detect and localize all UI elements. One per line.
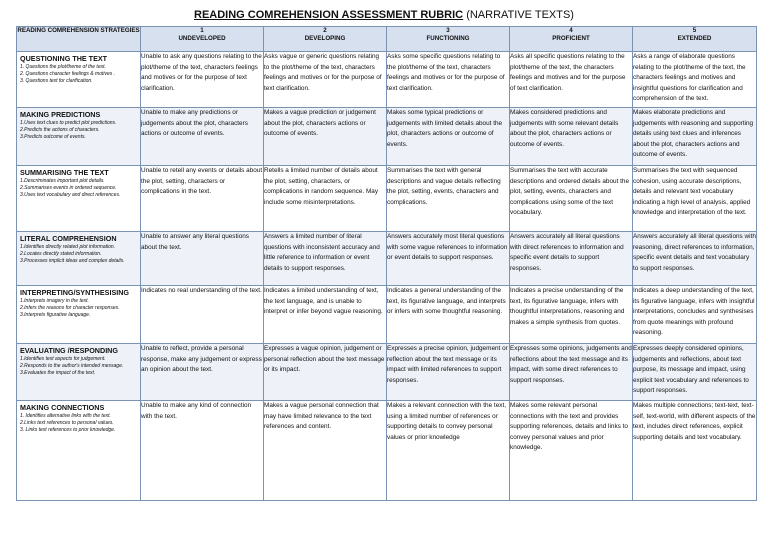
header-level-3 (387, 27, 510, 52)
level-name: UNDEVELOPED (178, 35, 226, 42)
page-title (0, 9, 768, 22)
descriptor-cell (141, 344, 264, 401)
descriptor-cell (387, 401, 510, 501)
strategy-name: INTERPRETING/SYNTHESISING (20, 288, 130, 297)
descriptor-text: Unable to ask any questions relating to the plot/theme of the text, characters feelings and motives or for the purpose of text clarification. (141, 53, 262, 92)
strategy-subpoint: 2.Predicts the actions of characters. (20, 127, 100, 133)
descriptor-text: Indicates a deep understanding of the text, its figurative language, infers with insightful interpretations, concludes and synthesises from quote meanings with profound reasoning. (633, 287, 755, 336)
descriptor-text: Asks all specific questions relating to the plot/theme of the text, the characters feelings and motives and for the purpose of text clarification. (510, 53, 626, 92)
strategy-cell (17, 401, 141, 501)
descriptor-text: Indicates no real understanding of the text. (141, 287, 262, 294)
descriptor-text: Makes considered predictions and judgements with some relevant details about the plot, characters actions or outcome of events. (510, 109, 619, 148)
header-level-2 (264, 27, 387, 52)
descriptor-cell (387, 52, 510, 108)
strategy-cell (17, 286, 141, 344)
descriptor-text: Expresses a vague opinion, judgement or personal reflection about the text message or its impact. (264, 345, 385, 373)
strategy-subpoint: 3.Interprets figurative language. (20, 312, 91, 318)
level-name: EXTENDED (677, 35, 712, 42)
descriptor-cell (141, 286, 264, 344)
strategy-subpoint: 3. Questions text for clarification. (20, 78, 93, 84)
descriptor-cell (510, 401, 633, 501)
strategy-subpoint: 1.Interprets imagery in the text. (20, 298, 89, 304)
strategy-subpoint: 1.Descriminates important plot details. (20, 178, 105, 184)
strategy-subpoint: 3.Processes implicit ideas and complex details. (20, 258, 125, 264)
descriptor-text: Makes some typical predictions or judgements with limited details about the plot, characters actions or outcome of events. (387, 109, 503, 148)
descriptor-text: Unable to answer any literal questions about the text. (141, 233, 249, 251)
descriptor-cell (510, 166, 633, 232)
strategy-subpoint: 3.Predicts outcome of events. (20, 134, 86, 140)
strategy-subpoint: 1.Identifies text aspects for judgement. (20, 356, 106, 362)
strategy-name: MAKING PREDICTIONS (20, 110, 101, 119)
strategy-name: LITERAL COMPREHENSION (20, 234, 117, 243)
descriptor-text: Summarises the text with accurate descriptions and ordered details about the plot, setting, events, characters and complications using some of the text vocabulary. (510, 167, 630, 216)
descriptor-text: Makes a relevant connection with the text, using a limited number of references or supporting details to convey personal values or prior knowledge (387, 402, 507, 441)
strategy-subpoint: 1. Questions the plot/theme of the text. (20, 64, 106, 70)
descriptor-cell (387, 166, 510, 232)
descriptor-text: Asks some specific questions relating to the plot/theme of the text, characters feelings and motives or for the purpose of text clarification. (387, 53, 505, 92)
descriptor-cell (387, 344, 510, 401)
descriptor-cell (387, 108, 510, 166)
strategy-subpoint: 3. Links text references to prior knowledge. (20, 427, 116, 433)
header-level-4 (510, 27, 633, 52)
descriptor-cell (264, 401, 387, 501)
descriptor-text: Answers a limited number of literal questions with inconsistent accuracy and little reference to information or event details to support responses. (264, 233, 380, 272)
level-number: 1 (200, 27, 204, 34)
descriptor-cell (141, 52, 264, 108)
rubric-row (17, 286, 757, 344)
level-name: DEVELOPING (304, 35, 346, 42)
strategy-cell (17, 166, 141, 232)
descriptor-cell (510, 52, 633, 108)
descriptor-text: Indicates a precise understanding of the text, its figurative language, infers with thoughtful interpretations, reasoning and makes a simple synthesis from quotes. (510, 287, 625, 326)
strategy-name: QUESTIONING THE TEXT (20, 54, 108, 63)
rubric-row (17, 52, 757, 108)
descriptor-text: Unable to retell any events or details about the plot, setting, characters or complications in the text. (141, 167, 263, 195)
descriptor-text: Expresses a precise opinion, judgement or reflection about the text message or its impact with limited references to support responses. (387, 345, 508, 384)
descriptor-cell (141, 401, 264, 501)
descriptor-cell (510, 108, 633, 166)
level-number: 3 (446, 27, 450, 34)
strategy-name: SUMMARISING THE TEXT (20, 168, 109, 177)
rubric-row (17, 401, 757, 501)
descriptor-cell (141, 166, 264, 232)
descriptor-cell (633, 52, 757, 108)
strategy-subpoint: 2.Infers the reasons for character responses. (20, 305, 120, 311)
descriptor-text: Answers accurately all literal questions with reasoning, direct references to information, specific event details and text vocabulary to support responses. (633, 233, 756, 272)
level-number: 2 (323, 27, 327, 34)
descriptor-cell (510, 232, 633, 286)
descriptor-cell (633, 232, 757, 286)
descriptor-text: Answers accurately all literal questions with direct references to information and specific event details to support responses. (510, 233, 624, 272)
descriptor-text: Makes some relevant personal connections with the text and provides supporting references, details and links to convey personal values and prior knowledge. (510, 402, 628, 451)
strategy-cell (17, 344, 141, 401)
level-name: PROFICIENT (552, 35, 590, 42)
level-number: 4 (569, 27, 573, 34)
header-strategy-label: READING COMREHENSION STRATEGIES (17, 27, 140, 34)
descriptor-cell (264, 52, 387, 108)
strategy-cell (17, 232, 141, 286)
descriptor-text: Summarises the text with general descriptions and vague details reflecting the plot, setting, events, characters and complications. (387, 167, 501, 206)
header-row (17, 27, 757, 52)
descriptor-text: Answers accurately most literal questions with some vague references to information or event details to support responses. (387, 233, 508, 261)
descriptor-cell (633, 344, 757, 401)
strategy-subpoint: 2.Responds to the author's intended message. (20, 363, 124, 369)
strategy-subpoint: 1. Identifies alternative links with the text. (20, 413, 111, 419)
descriptor-cell (510, 286, 633, 344)
descriptor-cell (264, 344, 387, 401)
descriptor-cell (387, 232, 510, 286)
strategy-name: EVALUATING /RESPONDING (20, 346, 118, 355)
strategy-subpoint: 2.Locates directly stated information. (20, 251, 102, 257)
title-main: READING COMREHENSION ASSESSMENT RUBRIC (194, 9, 464, 21)
strategy-subpoint: 1.Identifies directly related plot information. (20, 244, 116, 250)
level-name: FUNCTIONING (426, 35, 470, 42)
strategy-cell (17, 52, 141, 108)
rubric-table (16, 26, 757, 501)
descriptor-text: Unable to reflect, provide a personal response, make any judgement or express an opinion about the text. (141, 345, 262, 373)
header-level-5 (633, 27, 757, 52)
descriptor-cell (141, 232, 264, 286)
title-sub: (NARRATIVE TEXTS) (466, 9, 574, 21)
descriptor-cell (510, 344, 633, 401)
descriptor-cell (633, 286, 757, 344)
rubric-row (17, 108, 757, 166)
header-level-1 (141, 27, 264, 52)
descriptor-text: Expresses some opinions, judgements and reflections about the text message and its impact, with some direct references to support responses. (510, 345, 632, 384)
strategy-subpoint: 2.Links text references to personal values. (20, 420, 114, 426)
strategy-name: MAKING CONNECTIONS (20, 403, 105, 412)
descriptor-text: Makes a vague prediction or judgement about the plot, characters actions or outcome of events. (264, 109, 376, 137)
descriptor-cell (387, 286, 510, 344)
descriptor-text: Asks vague or generic questions relating to the plot/theme of the text, characters feelings and motives or for the purpose of text clarification. (264, 53, 382, 92)
descriptor-cell (633, 401, 757, 501)
strategy-subpoint: 2. Questions character feelings & motives . (20, 71, 116, 77)
descriptor-text: Expresses deeply considered opinions, judgements and reflections, about text purpose, its message and impact, using explicit text vocabulary and references to support responses. (633, 345, 749, 394)
descriptor-text: Asks a range of elaborate questions relating to the plot/theme of the text, the characters feelings and motives and insightful questions for clarification and comprehension of the text. (633, 53, 746, 102)
descriptor-cell (264, 166, 387, 232)
descriptor-text: Retells a limited number of details about the plot, setting, characters, or complications in random sequence. May include some misinterpretations. (264, 167, 379, 206)
descriptor-cell (633, 166, 757, 232)
level-number: 5 (692, 27, 697, 34)
header-strategy (17, 27, 141, 52)
rubric-row (17, 344, 757, 401)
strategy-subpoint: 3.Evaluates the impact of the text. (20, 370, 96, 376)
descriptor-text: Unable to make any kind of connection with the text. (141, 402, 252, 420)
rubric-row (17, 232, 757, 286)
strategy-subpoint: 2.Summarises events in ordered sequence. (20, 185, 117, 191)
descriptor-cell (264, 108, 387, 166)
descriptor-cell (141, 108, 264, 166)
descriptor-text: Makes a vague personal connection that may have limited relevance to the text references and content. (264, 402, 379, 430)
descriptor-cell (264, 286, 387, 344)
rubric-row (17, 166, 757, 232)
strategy-subpoint: 3.Uses text vocabulary and direct references. (20, 192, 121, 198)
descriptor-text: Makes elaborate predictions and judgements with reasoning and supporting details using text clues and inferences about the plot, characters actions and outcome of events. (633, 109, 754, 158)
descriptor-text: Indicates a general understanding of the text, its figurative language, and interprets or infers with some thoughtful reasoning. (387, 287, 506, 315)
descriptor-cell (264, 232, 387, 286)
strategy-subpoint: 1.Uses text clues to predict plot predictions. (20, 120, 117, 126)
strategy-cell (17, 108, 141, 166)
descriptor-text: Indicates a limited understanding of text, the text language, and is unable to interpret or infer beyond vague reasoning. (264, 287, 383, 315)
descriptor-text: Makes multiple connections; text-text, text-self, text-world, with different aspects of the text, includes direct references, explicit supporting details and text vocabulary. (633, 402, 756, 441)
descriptor-text: Summarises the text with sequenced cohesion, using accurate descriptions, details and relevant text vocabulary indicating a high level of analysis, applied knowledge and interpretation of the text. (633, 167, 751, 216)
descriptor-text: Unable to make any predictions or judgements about the plot, characters actions or outcome of events. (141, 109, 248, 137)
descriptor-cell (633, 108, 757, 166)
